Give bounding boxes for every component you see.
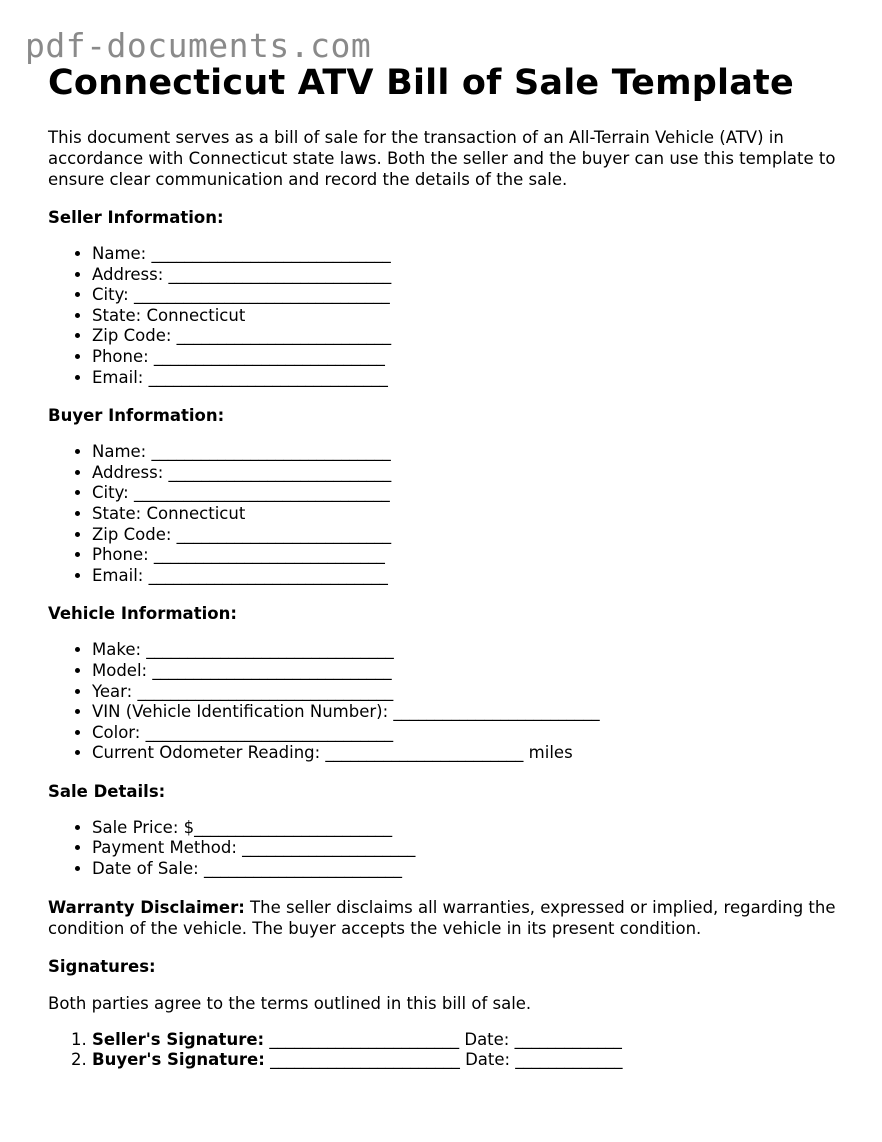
vehicle-vin-field: • VIN (Vehicle Identification Number): _________________________ (92, 702, 848, 723)
seller-phone-field: • Phone: ____________________________ (92, 347, 848, 368)
buyer-heading: Buyer Information: (48, 406, 225, 426)
seller-signature-line (92, 1030, 848, 1051)
seller-city-field: • City: _______________________________ (92, 285, 848, 306)
seller-name-field: • Name: _____________________________ (92, 244, 848, 265)
warranty-text: The seller disclaims all warranties, expressed or implied, regarding the condition of the vehicle. The buyer accepts the vehicle in its present condition. (48, 897, 836, 938)
vehicle-model-field: • Model: _____________________________ (92, 661, 848, 682)
payment-method-field: • Payment Method: _____________________ (92, 838, 848, 859)
buyer-address-field: • Address: ___________________________ (92, 463, 848, 484)
seller-signature-blank: _______________________ Date: _____________ (264, 1029, 622, 1049)
seller-signature-label: Seller's Signature: (92, 1029, 265, 1049)
buyer-state-field: • State: Connecticut (92, 504, 848, 525)
sale-list (48, 818, 848, 880)
buyer-signature-blank: _______________________ Date: _____________ (264, 1050, 623, 1070)
vehicle-year-field: • Year: _______________________________ (92, 682, 848, 703)
buyer-email-field: • Email: _____________________________ (92, 566, 848, 587)
seller-state-field: • State: Connecticut (92, 306, 848, 327)
buyer-city-field: • City: _______________________________ (92, 483, 848, 504)
sale-date-field: • Date of Sale: ________________________ (92, 859, 848, 880)
warranty-label: Warranty Disclaimer: (48, 897, 245, 917)
sale-heading: Sale Details: (48, 781, 166, 801)
vehicle-make-field: • Make: ______________________________ (92, 640, 848, 661)
vehicle-odometer-field: • Current Odometer Reading: ________________________ miles (92, 743, 848, 764)
signatures-heading: Signatures: (48, 956, 156, 976)
buyer-zip-field: • Zip Code: __________________________ (92, 525, 848, 546)
vehicle-list (48, 640, 848, 764)
buyer-name-field: • Name: _____________________________ (92, 442, 848, 463)
seller-zip-field: • Zip Code: __________________________ (92, 326, 848, 347)
seller-email-field: • Email: _____________________________ (92, 368, 848, 389)
agreement-text: Both parties agree to the terms outlined in this bill of sale. (48, 993, 532, 1013)
warranty-paragraph (48, 897, 848, 939)
document-body (48, 60, 848, 1071)
buyer-signature-line (92, 1050, 848, 1071)
buyer-list (48, 442, 848, 586)
intro-paragraph: This document serves as a bill of sale for the transaction of an All-Terrain Vehicle (ATV) in accordance with Connecticut state laws. Both the seller and the buyer can use this template to ensure clear communication and record the details of the sale. (48, 128, 836, 189)
seller-heading: Seller Information: (48, 208, 224, 227)
page-title: Connecticut ATV Bill of Sale Template (48, 63, 794, 103)
watermark: pdf-documents.com (25, 26, 372, 65)
buyer-phone-field: • Phone: ____________________________ (92, 545, 848, 566)
signature-list (48, 1030, 848, 1071)
buyer-signature-label: Buyer's Signature: (92, 1050, 265, 1070)
vehicle-color-field: • Color: ______________________________ (92, 723, 848, 744)
seller-list (48, 244, 848, 388)
sale-price-field: • Sale Price: $________________________ (92, 818, 848, 839)
seller-address-field: • Address: ___________________________ (92, 265, 848, 286)
vehicle-heading: Vehicle Information: (48, 604, 237, 624)
